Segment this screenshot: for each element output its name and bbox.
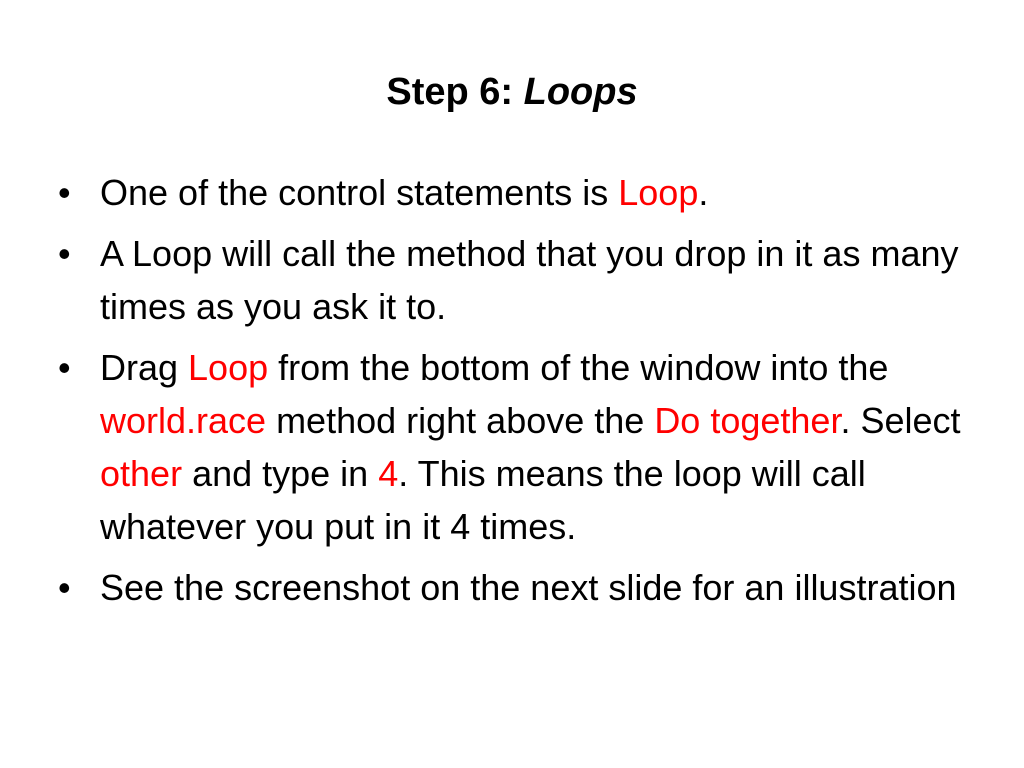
highlight-other: other (100, 453, 183, 494)
text-segment: A Loop will call the method that you drop in it as many times as you ask it to. (100, 233, 959, 327)
highlight-loop: Loop (188, 347, 269, 388)
bullet-item-4 (56, 561, 976, 614)
text-segment: . This means the loop will call whatever you put in it 4 times. (100, 453, 866, 547)
bullet-icon: • (58, 347, 71, 388)
text-segment: method right above the (266, 400, 655, 441)
bullet-list (56, 166, 976, 622)
bullet-icon: • (58, 567, 71, 608)
bullet-2-text (100, 233, 958, 327)
bullet-1-text (100, 172, 708, 213)
slide-title-prefix: Step 6: (386, 71, 524, 113)
bullet-icon: • (58, 172, 71, 213)
text-segment: and type in (182, 453, 379, 494)
highlight-number: 4 (378, 453, 399, 494)
highlight-world-race: world.race (100, 400, 267, 441)
text-segment: One of the control statements is (100, 172, 619, 213)
highlight-loop: Loop (618, 172, 699, 213)
slide-title (0, 70, 1024, 114)
text-segment: See the screenshot on the next slide for an illustration (100, 567, 957, 608)
bullet-item-1 (56, 166, 976, 219)
slide-title-emphasis: Loops (523, 71, 638, 113)
text-segment: . (698, 172, 709, 213)
bullet-item-3 (56, 341, 976, 553)
bullet-icon: • (58, 233, 71, 274)
text-segment: Drag (100, 347, 189, 388)
text-segment: from the bottom of the window into the (268, 347, 889, 388)
bullet-4-text (100, 567, 957, 608)
bullet-item-2 (56, 227, 976, 333)
highlight-do-together: Do together (654, 400, 841, 441)
bullet-3-text (100, 347, 961, 547)
text-segment: . Select (840, 400, 961, 441)
